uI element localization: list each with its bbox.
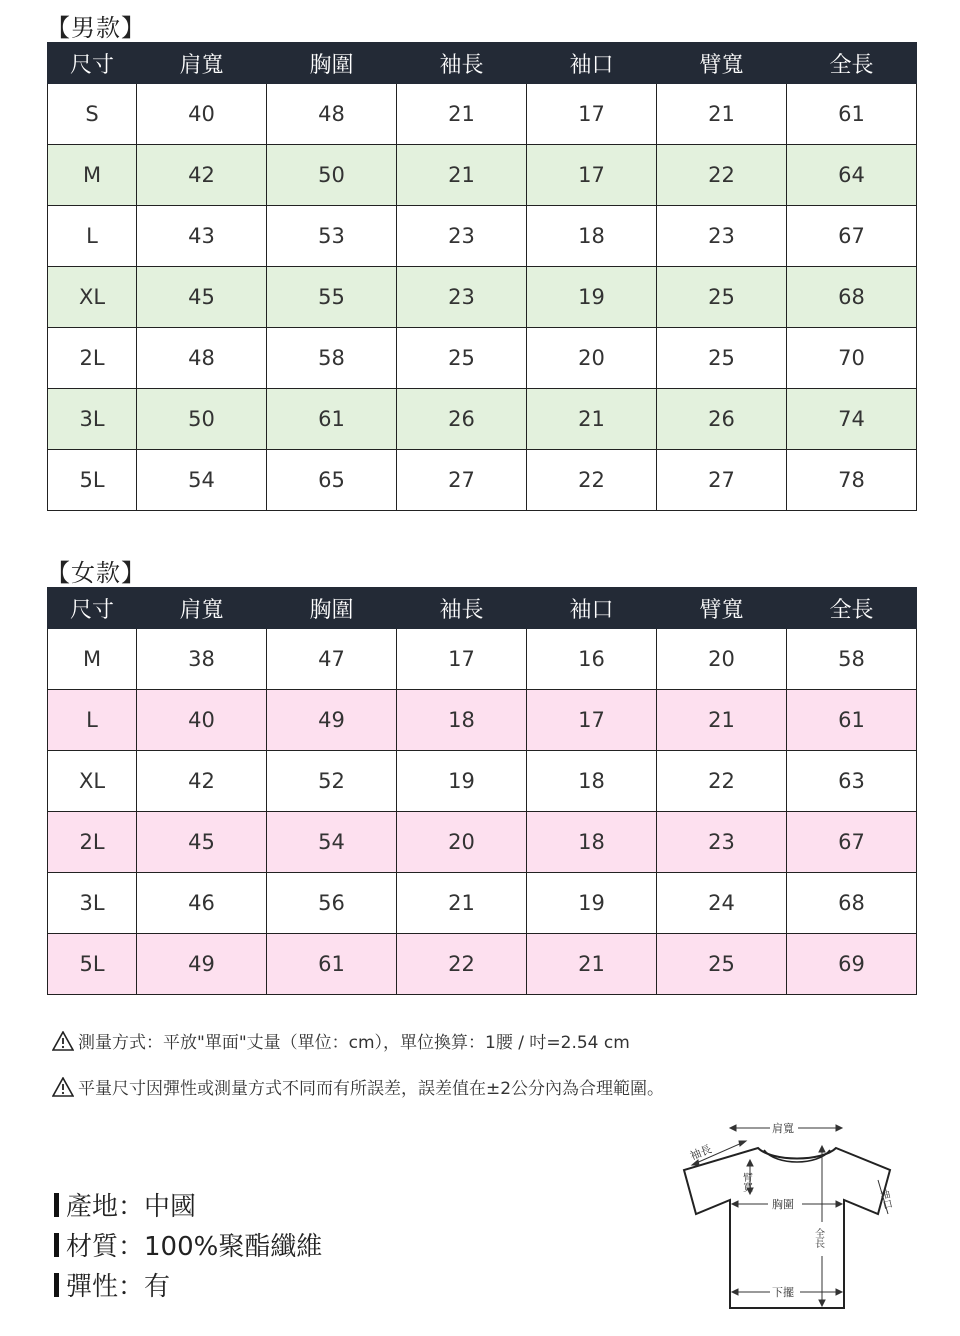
size-cell: 3L bbox=[48, 873, 137, 934]
measurement-cell: 18 bbox=[397, 690, 527, 751]
measurement-cell: 61 bbox=[267, 934, 397, 995]
origin-text: 產地：中國 bbox=[66, 1192, 197, 1222]
table-row bbox=[48, 206, 917, 267]
measurement-cell: 38 bbox=[137, 629, 267, 690]
bullet-bar bbox=[54, 1193, 59, 1217]
measurement-cell: 25 bbox=[657, 267, 787, 328]
warning-icon bbox=[52, 1077, 74, 1097]
measurement-cell: 20 bbox=[657, 629, 787, 690]
measurement-cell: 53 bbox=[267, 206, 397, 267]
elasticity-text: 彈性：有 bbox=[66, 1272, 171, 1302]
measurement-cell: 18 bbox=[527, 812, 657, 873]
measurement-cell: 61 bbox=[787, 690, 917, 751]
measurement-note-text: 測量方式：平放"單面"丈量（單位：cm），單位換算：1腰 / 吋=2.54 cm bbox=[78, 1033, 630, 1053]
warning-icon bbox=[52, 1031, 74, 1051]
size-cell: XL bbox=[48, 751, 137, 812]
measurement-cell: 21 bbox=[397, 145, 527, 206]
size-cell: L bbox=[48, 690, 137, 751]
measurement-cell: 48 bbox=[137, 328, 267, 389]
measurement-cell: 42 bbox=[137, 145, 267, 206]
origin-info bbox=[54, 1186, 196, 1223]
table-row bbox=[48, 450, 917, 511]
size-cell: L bbox=[48, 206, 137, 267]
measurement-cell: 19 bbox=[527, 267, 657, 328]
measurement-cell: 18 bbox=[527, 751, 657, 812]
measurement-note bbox=[52, 1028, 630, 1053]
measurement-cell: 56 bbox=[267, 873, 397, 934]
bullet-bar bbox=[54, 1233, 59, 1257]
material-text: 材質：100%聚酯纖維 bbox=[66, 1232, 323, 1262]
measurement-cell: 42 bbox=[137, 751, 267, 812]
material-info bbox=[54, 1226, 322, 1263]
column-header: 袖口 bbox=[527, 588, 657, 629]
table-row bbox=[48, 751, 917, 812]
measurement-cell: 25 bbox=[657, 328, 787, 389]
size-cell: S bbox=[48, 84, 137, 145]
column-header: 臂寬 bbox=[657, 43, 787, 84]
column-header: 肩寬 bbox=[137, 43, 267, 84]
diagram-label-arm-width: 臂寬 bbox=[740, 1172, 752, 1192]
measurement-cell: 50 bbox=[137, 389, 267, 450]
table-row bbox=[48, 629, 917, 690]
table-row bbox=[48, 690, 917, 751]
column-header: 肩寬 bbox=[137, 588, 267, 629]
column-header: 胸圍 bbox=[267, 43, 397, 84]
tshirt-measurement-diagram bbox=[672, 1110, 922, 1320]
women-section-title: 【女款】 bbox=[46, 559, 146, 587]
measurement-cell: 20 bbox=[527, 328, 657, 389]
measurement-cell: 21 bbox=[657, 690, 787, 751]
diagram-label-chest: 胸圍 bbox=[772, 1198, 794, 1211]
table-row bbox=[48, 84, 917, 145]
diagram-label-hem: 下擺 bbox=[772, 1286, 794, 1299]
table-row bbox=[48, 267, 917, 328]
size-cell: 3L bbox=[48, 389, 137, 450]
measurement-cell: 65 bbox=[267, 450, 397, 511]
measurement-cell: 25 bbox=[657, 934, 787, 995]
diagram-label-sleeve-length: 袖長 bbox=[688, 1142, 714, 1163]
measurement-cell: 55 bbox=[267, 267, 397, 328]
measurement-cell: 26 bbox=[657, 389, 787, 450]
table-row bbox=[48, 812, 917, 873]
measurement-cell: 64 bbox=[787, 145, 917, 206]
tolerance-note bbox=[52, 1074, 664, 1099]
diagram-label-cuff: 袖口 bbox=[876, 1188, 893, 1211]
measurement-cell: 21 bbox=[527, 934, 657, 995]
measurement-cell: 40 bbox=[137, 690, 267, 751]
measurement-cell: 49 bbox=[267, 690, 397, 751]
table-header-row bbox=[48, 588, 917, 629]
size-cell: XL bbox=[48, 267, 137, 328]
measurement-cell: 21 bbox=[657, 84, 787, 145]
column-header: 尺寸 bbox=[48, 43, 137, 84]
table-row bbox=[48, 934, 917, 995]
women-size-table bbox=[47, 587, 917, 995]
measurement-cell: 21 bbox=[397, 84, 527, 145]
measurement-cell: 22 bbox=[657, 145, 787, 206]
column-header: 袖長 bbox=[397, 43, 527, 84]
measurement-cell: 22 bbox=[657, 751, 787, 812]
measurement-cell: 23 bbox=[657, 812, 787, 873]
table-header-row bbox=[48, 43, 917, 84]
measurement-cell: 17 bbox=[397, 629, 527, 690]
measurement-cell: 52 bbox=[267, 751, 397, 812]
measurement-cell: 68 bbox=[787, 873, 917, 934]
table-row bbox=[48, 873, 917, 934]
measurement-cell: 68 bbox=[787, 267, 917, 328]
measurement-cell: 17 bbox=[527, 145, 657, 206]
tolerance-note-text: 平量尺寸因彈性或測量方式不同而有所誤差，誤差值在±2公分內為合理範圍。 bbox=[78, 1079, 665, 1099]
bullet-bar bbox=[54, 1273, 59, 1297]
size-cell: 2L bbox=[48, 328, 137, 389]
men-size-table bbox=[47, 42, 917, 511]
measurement-cell: 22 bbox=[397, 934, 527, 995]
measurement-cell: 45 bbox=[137, 267, 267, 328]
column-header: 臂寬 bbox=[657, 588, 787, 629]
measurement-cell: 26 bbox=[397, 389, 527, 450]
measurement-cell: 21 bbox=[397, 873, 527, 934]
column-header: 全長 bbox=[787, 43, 917, 84]
measurement-cell: 61 bbox=[267, 389, 397, 450]
measurement-cell: 19 bbox=[397, 751, 527, 812]
men-section-title: 【男款】 bbox=[46, 14, 146, 42]
measurement-cell: 17 bbox=[527, 84, 657, 145]
size-cell: M bbox=[48, 145, 137, 206]
measurement-cell: 54 bbox=[137, 450, 267, 511]
size-cell: 2L bbox=[48, 812, 137, 873]
measurement-cell: 25 bbox=[397, 328, 527, 389]
measurement-cell: 67 bbox=[787, 206, 917, 267]
measurement-cell: 19 bbox=[527, 873, 657, 934]
table-row bbox=[48, 389, 917, 450]
measurement-cell: 22 bbox=[527, 450, 657, 511]
measurement-cell: 50 bbox=[267, 145, 397, 206]
measurement-cell: 20 bbox=[397, 812, 527, 873]
measurement-cell: 58 bbox=[787, 629, 917, 690]
measurement-cell: 46 bbox=[137, 873, 267, 934]
measurement-cell: 54 bbox=[267, 812, 397, 873]
measurement-cell: 74 bbox=[787, 389, 917, 450]
measurement-cell: 78 bbox=[787, 450, 917, 511]
measurement-cell: 45 bbox=[137, 812, 267, 873]
measurement-cell: 21 bbox=[527, 389, 657, 450]
size-cell: 5L bbox=[48, 450, 137, 511]
measurement-cell: 17 bbox=[527, 690, 657, 751]
column-header: 袖長 bbox=[397, 588, 527, 629]
column-header: 尺寸 bbox=[48, 588, 137, 629]
column-header: 胸圍 bbox=[267, 588, 397, 629]
column-header: 全長 bbox=[787, 588, 917, 629]
elasticity-info bbox=[54, 1266, 170, 1303]
diagram-label-length: 全長 bbox=[812, 1228, 824, 1248]
table-row bbox=[48, 145, 917, 206]
size-cell: 5L bbox=[48, 934, 137, 995]
column-header: 袖口 bbox=[527, 43, 657, 84]
diagram-label-shoulder: 肩寬 bbox=[772, 1122, 794, 1135]
measurement-cell: 24 bbox=[657, 873, 787, 934]
measurement-cell: 48 bbox=[267, 84, 397, 145]
measurement-cell: 40 bbox=[137, 84, 267, 145]
measurement-cell: 27 bbox=[397, 450, 527, 511]
measurement-cell: 23 bbox=[397, 206, 527, 267]
measurement-cell: 47 bbox=[267, 629, 397, 690]
table-row bbox=[48, 328, 917, 389]
measurement-cell: 43 bbox=[137, 206, 267, 267]
size-cell: M bbox=[48, 629, 137, 690]
measurement-cell: 49 bbox=[137, 934, 267, 995]
measurement-cell: 18 bbox=[527, 206, 657, 267]
measurement-cell: 27 bbox=[657, 450, 787, 511]
measurement-cell: 23 bbox=[657, 206, 787, 267]
measurement-cell: 58 bbox=[267, 328, 397, 389]
measurement-cell: 63 bbox=[787, 751, 917, 812]
measurement-cell: 70 bbox=[787, 328, 917, 389]
measurement-cell: 16 bbox=[527, 629, 657, 690]
measurement-cell: 61 bbox=[787, 84, 917, 145]
measurement-cell: 67 bbox=[787, 812, 917, 873]
measurement-cell: 23 bbox=[397, 267, 527, 328]
measurement-cell: 69 bbox=[787, 934, 917, 995]
